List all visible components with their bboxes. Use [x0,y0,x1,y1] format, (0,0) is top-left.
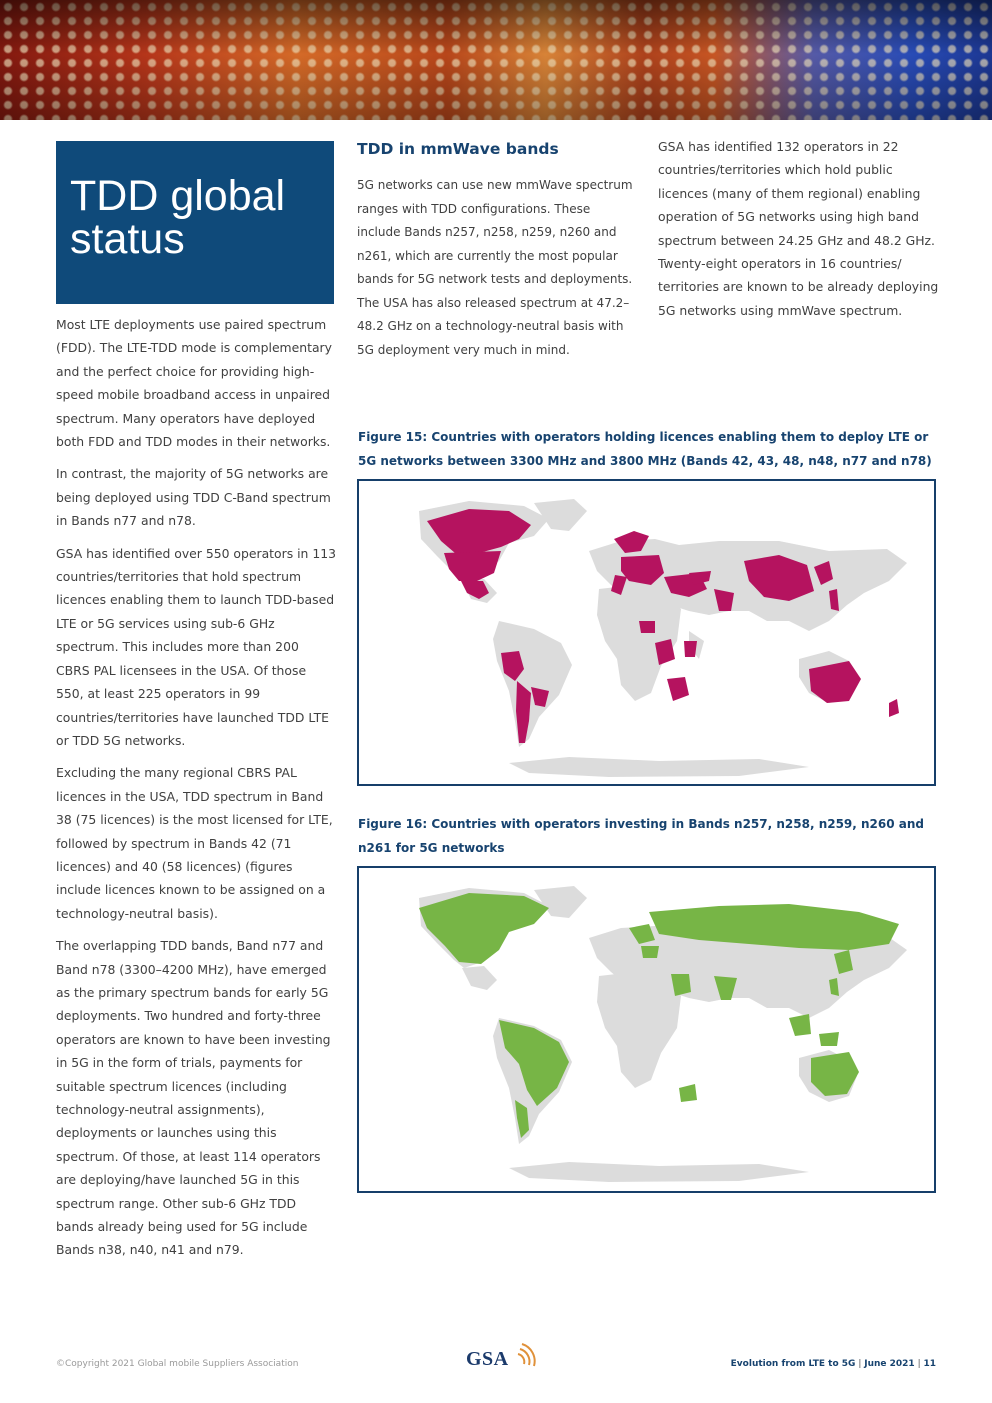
left-text-column [56,313,336,1271]
section-title-box [56,141,334,304]
page-title: TDD global status [70,172,286,263]
body-paragraph: GSA has identified over 550 operators in 113 countries/territories that hold spectrum licences enabling them to launch TDD-based LTE or 5G services using sub-6 GHz spectrum. This includes more than 200 CBRS PAL licensees in the USA. Of those 550, at least 225 operators in 99 countries/territories have launched TDD LTE or TDD 5G networks. [56,545,336,748]
mmwave-paragraph: 5G networks can use new mmWave spectrum ranges with TDD configurations. These include Bands n257, n258, n259, n260 and n261, which are currently the most popular bands for 5G network tests and deployments. The USA has also released spectrum at 47.2–48.2 GHz on a technology-neutral basis with 5G deployment very much in mind. [357,178,633,357]
footer-doc-title: Evolution from LTE to 5G [730,1359,856,1369]
body-paragraph: Most LTE deployments use paired spectrum (FDD). The LTE-TDD mode is complementary and the perfect choice for providing high-speed mobile broadband access in unpaired spectrum. Many operators have deployed both FDD and TDD modes in their networks. [56,317,332,450]
mmwave-heading: TDD in mmWave bands [357,140,559,158]
header-banner-image [0,0,992,120]
gsa-logo [466,1340,536,1374]
figure-15-caption: Figure 15: Countries with operators holding licences enabling them to deploy LTE or 5G networks between 3300 MHz and 3800 MHz (Bands 42, 43, 48, n48, n77 and n78) [358,430,932,468]
mmwave-column [357,138,637,362]
world-map-3300-3800 [359,481,934,784]
figure-16-map [357,866,936,1193]
gsa-logo-text: GSA [466,1348,509,1370]
world-map-mmwave [359,868,934,1191]
body-paragraph: The overlapping TDD bands, Band n77 and Band n78 (3300–4200 MHz), have emerged as the primary spectrum bands for early 5G deployments. Two hundred and forty-three operators are known to have been investing in 5G in the form of trials, payments for suitable spectrum licences (including technology-neutral assignments), deployments or launches using this spectrum. Of those, at least 114 operators are deploying/have launched 5G in this spectrum range. Other sub-6 GHz TDD bands already being used for 5G include Bands n38, n40, n41 and n79. [56,938,331,1258]
footer-copyright: ©Copyright 2021 Global mobile Suppliers Association [56,1359,299,1369]
body-paragraph: In contrast, the majority of 5G networks are being deployed using TDD C-Band spectrum in Bands n77 and n78. [56,466,331,529]
signal-arcs-icon [466,1340,536,1374]
figure-15-map [357,479,936,786]
body-paragraph: Excluding the many regional CBRS PAL licences in the USA, TDD spectrum in Band 38 (75 licences) is the most licensed for LTE, followed by spectrum in Bands 42 (71 licences) and 40 (58 licences) (figures include licences known to be assigned on a technology-neutral basis). [56,765,333,921]
footer-date: June 2021 [864,1359,915,1369]
figure-16-caption: Figure 16: Countries with operators investing in Bands n257, n258, n259, n260 and n261 for 5G networks [358,817,925,855]
body-paragraph: GSA has identified 132 operators in 22 countries/territories which hold public licences (many of them regional) enabling operation of 5G networks using high band spectrum between 24.25 GHz and 48.2 GHz. Twenty-eight operators in 16 countries/ territories are known to be already deploying 5G networks using mmWave spectrum. [658,139,939,318]
footer-page-info: Evolution from LTE to 5G | June 2021 | 11 [730,1359,936,1369]
footer-page-number: 11 [923,1359,936,1369]
right-text-column [658,135,943,322]
